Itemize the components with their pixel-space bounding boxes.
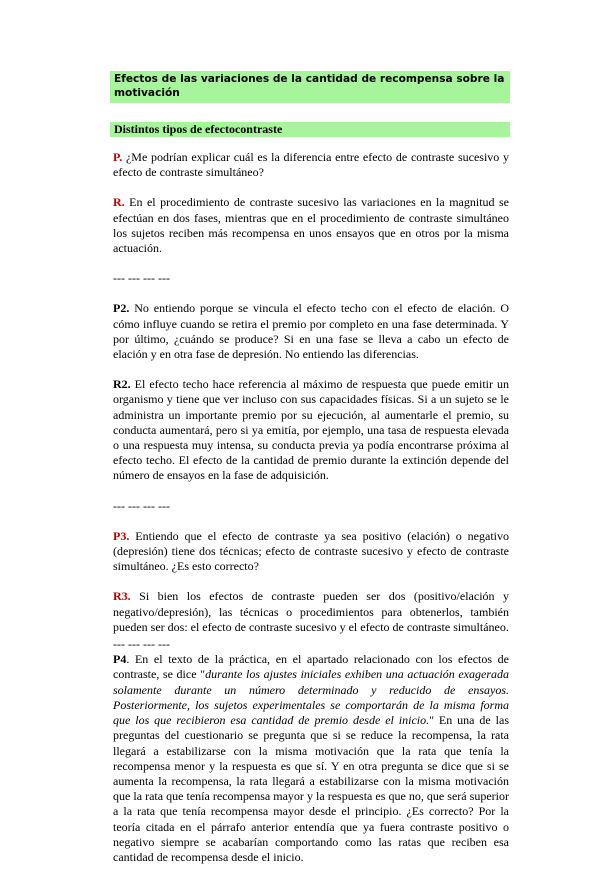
document-title: Efectos de las variaciones de la cantidad de recompensa sobre la motivación — [110, 71, 510, 103]
answer-2 — [113, 377, 509, 483]
question-4 — [113, 652, 509, 865]
answer-text: Si bien los efectos de contraste pueden ser dos (positivo/elación y negativo/depresión), las técnicas o procedimientos para obtenerlos, también pueden ser dos: el efecto de contraste sucesivo y el efecto de contraste simultáneo. — [113, 589, 509, 634]
question-2 — [113, 301, 509, 362]
question-3 — [113, 529, 509, 575]
answer-text: El efecto techo hace referencia al máximo de respuesta que puede emitir un organismo y tiene que ver incluso con sus capacidades físicas. Si a un sujeto se le administra un importante premio por su ejecución, al aumentarle el premio, su conducta aumentará, pero si ya emitía, por ejemplo, una tasa de respuesta elevada o una respuesta muy intensa, su conducta previa ya podía encontrarse próxima al efecto techo. El efecto de la cantidad de premio durante la extinción depende del número de ensayos en la fase de adquisición. — [113, 377, 510, 483]
question-text: No entiendo porque se vincula el efecto techo con el efecto de elación. O cómo influye cuando se retira el premio por completo en una fase determinada. Y por último, ¿cuándo se produce? Si en una fase se lleva a cabo un efecto de elación y en otra fase de depresión. No entiendo las diferencias. — [113, 301, 510, 362]
question-text: Entiendo que el efecto de contraste ya sea positivo (elación) o negativo (depresión) tiene dos técnicas; efecto de contraste sucesivo y efecto de contraste simultáneo. ¿Es esto correcto? — [113, 528, 510, 574]
qa-content — [113, 150, 509, 880]
question-label: P2. — [113, 301, 130, 316]
answer-3 — [113, 589, 509, 635]
question-text-continued: " En una de las preguntas del cuestionario se pregunta que si se reduce la recompensa, la rata llegará a estabilizarse con la misma motivación que la rata que tenía la recompensa menor y la respuesta es que sí. Y en otra pregunta se dice que si se aumenta la recompensa, la rata llegará a estabilizarse con la misma motivación que la rata que tenía recompensa mayor y la respuesta es que no, que será superior a la rata que tenía recompensa mayor desde el principio. ¿Es correcto? Por la teoría citada en el párrafo anterior entendía que ya fuera contraste positivo o negativo siempre se acabarían comportando como las ratas que reciben esa cantidad de recompensa desde el inicio. — [113, 713, 509, 864]
question-text: . En el texto de la práctica, en el apartado relacionado con los efectos de contraste, se dice " — [113, 652, 509, 682]
answer-1 — [113, 195, 509, 256]
answer-label: R3. — [113, 589, 131, 604]
answer-label: R2. — [113, 377, 131, 392]
answer-label: R. — [113, 195, 125, 210]
separator: --- --- --- --- — [113, 271, 170, 286]
separator: --- --- --- --- — [113, 637, 170, 652]
question-label: P3. — [113, 528, 130, 543]
question-1 — [113, 150, 509, 180]
quoted-text: durante los ajustes iniciales exhiben una actuación exagerada solamente durante un número determinado y reducido de ensayos. Posteriormente, los sujetos experimentales se comportarán de la misma forma que los que recibieron esa cantidad de premio desde el inicio. — [113, 667, 510, 728]
question-label: P4 — [113, 652, 127, 667]
separator: --- --- --- --- — [113, 498, 170, 513]
question-text: ¿Me podrían explicar cuál es la diferencia entre efecto de contraste sucesivo y efecto de contraste simultáneo? — [113, 150, 510, 180]
question-label: P. — [113, 150, 123, 164]
section-heading: Distintos tipos de efectocontraste — [110, 122, 510, 137]
answer-text: En el procedimiento de contraste sucesivo las variaciones en la magnitud se efectúan en dos fases, mientras que en el procedimiento de contraste simultáneo los sujetos reciben más recompensa en unos ensayos que en otros por la misma actuación. — [113, 195, 510, 256]
